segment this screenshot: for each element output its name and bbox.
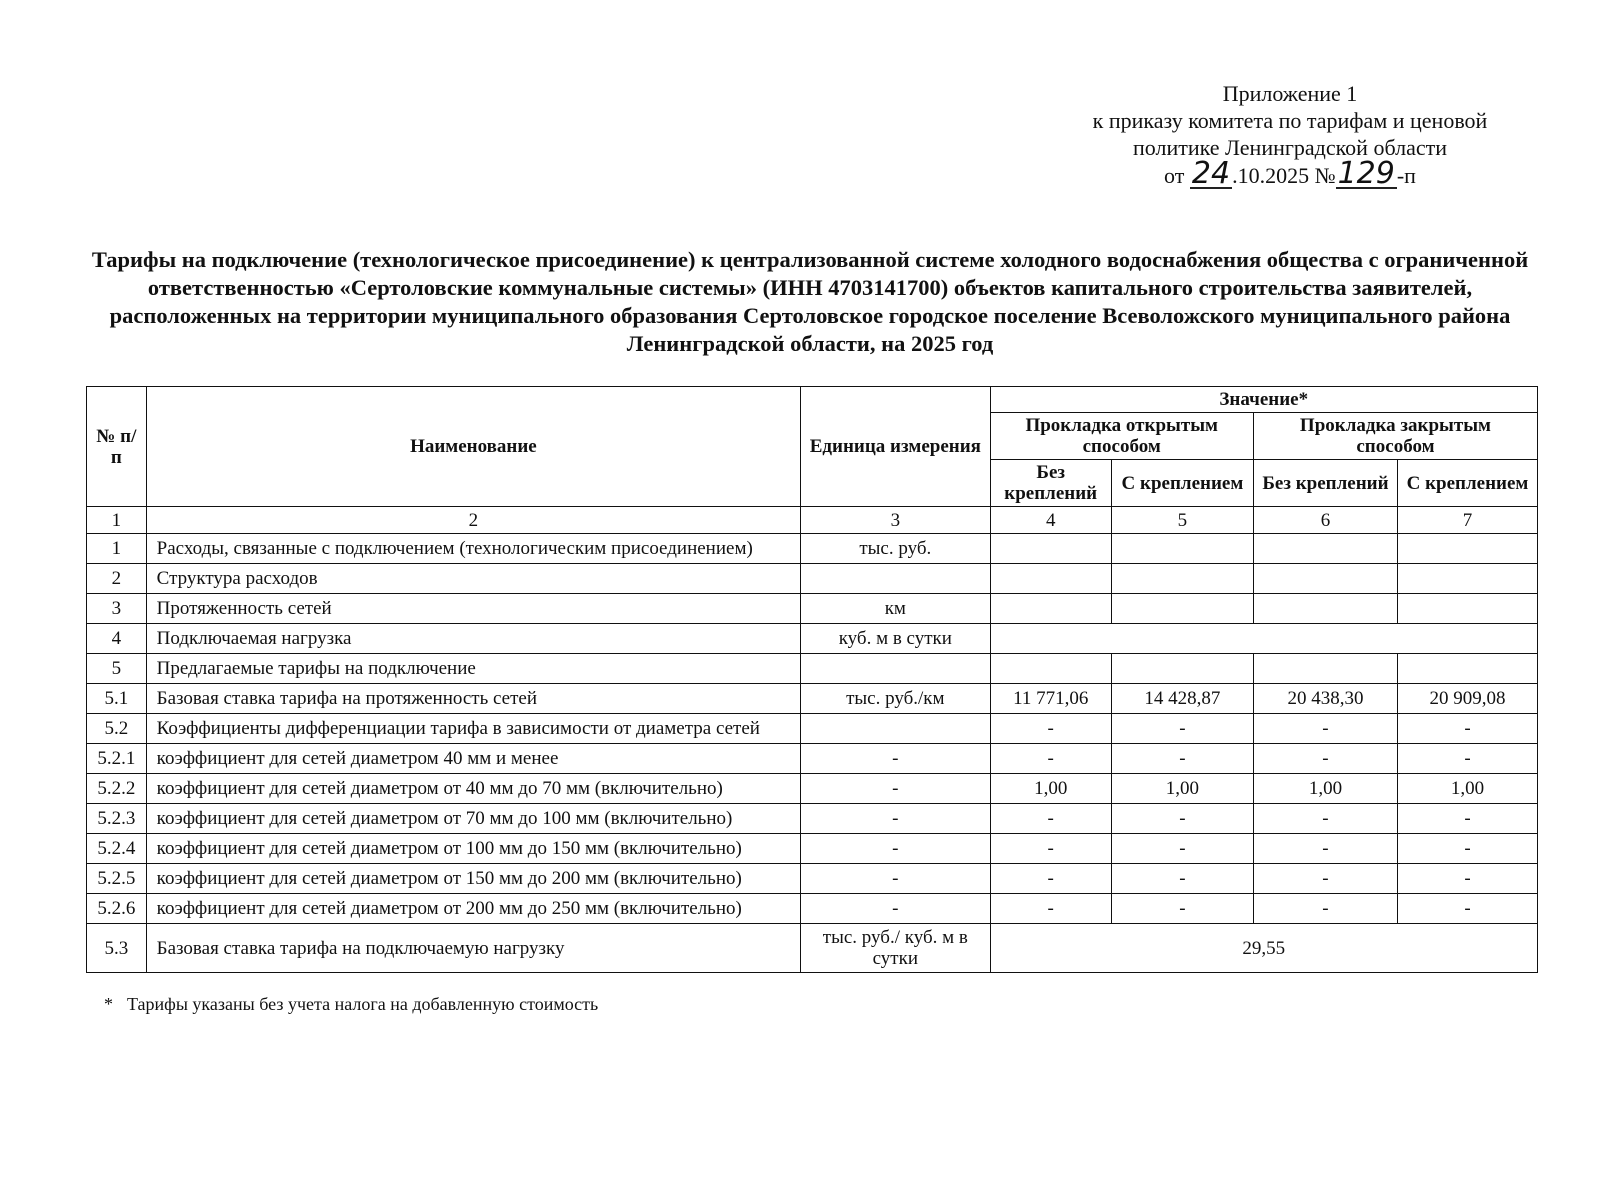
row-value: - <box>1111 714 1253 744</box>
footnote-star: * <box>104 994 113 1014</box>
row-name: коэффициент для сетей диаметром от 100 мм до 150 мм (включительно) <box>146 834 800 864</box>
row-number: 5.2.3 <box>87 804 147 834</box>
row-number: 5.2.5 <box>87 864 147 894</box>
table-row <box>87 864 1538 894</box>
row-number: 5.2.2 <box>87 774 147 804</box>
row-value: - <box>1397 834 1537 864</box>
row-value: - <box>1253 714 1397 744</box>
row-name: коэффициент для сетей диаметром от 70 мм до 100 мм (включительно) <box>146 804 800 834</box>
row-number: 5.2.6 <box>87 894 147 924</box>
table-row <box>87 774 1538 804</box>
row-unit: - <box>801 864 990 894</box>
header-closed-without: Без креплений <box>1253 460 1397 507</box>
row-number: 1 <box>87 534 147 564</box>
column-number: 4 <box>990 507 1111 534</box>
table-row <box>87 684 1538 714</box>
tariff-table <box>86 386 1538 973</box>
column-number: 2 <box>146 507 800 534</box>
table-row <box>87 594 1538 624</box>
row-name: Базовая ставка тарифа на протяженность сетей <box>146 684 800 714</box>
table-row <box>87 744 1538 774</box>
row-value <box>1397 534 1537 564</box>
row-value <box>990 654 1111 684</box>
row-value: - <box>990 744 1111 774</box>
row-value: - <box>1111 804 1253 834</box>
row-unit: - <box>801 804 990 834</box>
header-open-with: С креплением <box>1111 460 1253 507</box>
row-name: Расходы, связанные с подключением (технологическим присоединением) <box>146 534 800 564</box>
row-value: - <box>1397 894 1537 924</box>
row-number: 3 <box>87 594 147 624</box>
row-value: 1,00 <box>1253 774 1397 804</box>
row-number: 5.2.1 <box>87 744 147 774</box>
row-value <box>1253 654 1397 684</box>
appendix-suffix: -п <box>1396 163 1416 188</box>
header-closed-with: С креплением <box>1397 460 1537 507</box>
appendix-date-rest: .10.2025 № <box>1232 163 1336 188</box>
row-value <box>1253 534 1397 564</box>
row-number: 5.3 <box>87 924 147 973</box>
table-row <box>87 654 1538 684</box>
row-value: - <box>1111 834 1253 864</box>
row-value: 1,00 <box>1111 774 1253 804</box>
row-unit: тыс. руб./км <box>801 684 990 714</box>
row-value: - <box>1397 714 1537 744</box>
row-value: - <box>1397 864 1537 894</box>
row-unit <box>801 564 990 594</box>
table-row <box>87 564 1538 594</box>
column-number: 3 <box>801 507 990 534</box>
column-number: 7 <box>1397 507 1537 534</box>
row-merged-value <box>990 624 1538 654</box>
row-name: коэффициент для сетей диаметром от 200 мм до 250 мм (включительно) <box>146 894 800 924</box>
row-value: 11 771,06 <box>990 684 1111 714</box>
row-number: 4 <box>87 624 147 654</box>
row-value: - <box>990 714 1111 744</box>
row-value: - <box>1397 804 1537 834</box>
row-name: Коэффициенты дифференциации тарифа в зависимости от диаметра сетей <box>146 714 800 744</box>
footnote-text: Тарифы указаны без учета налога на добавленную стоимость <box>127 994 599 1014</box>
row-value <box>1253 564 1397 594</box>
row-unit: - <box>801 894 990 924</box>
row-number: 2 <box>87 564 147 594</box>
row-number: 5.1 <box>87 684 147 714</box>
appendix-day-handwritten: 24 <box>1191 156 1231 191</box>
header-open-method: Прокладка открытым способом <box>990 413 1253 460</box>
appendix-date-prefix: от <box>1164 163 1185 188</box>
row-value: - <box>1253 744 1397 774</box>
row-number: 5.2 <box>87 714 147 744</box>
appendix-block <box>1060 80 1520 189</box>
row-value: - <box>990 834 1111 864</box>
table-row <box>87 624 1538 654</box>
table-row <box>87 924 1538 973</box>
row-name: Протяженность сетей <box>146 594 800 624</box>
header-num: № п/п <box>87 387 147 507</box>
row-value <box>1397 594 1537 624</box>
row-name: Структура расходов <box>146 564 800 594</box>
row-value: - <box>1253 894 1397 924</box>
row-value: - <box>1111 894 1253 924</box>
row-name: коэффициент для сетей диаметром от 40 мм до 70 мм (включительно) <box>146 774 800 804</box>
row-value <box>1111 654 1253 684</box>
appendix-date-line <box>1060 156 1520 191</box>
row-value: - <box>1253 834 1397 864</box>
row-unit: тыс. руб. <box>801 534 990 564</box>
table-row <box>87 804 1538 834</box>
table-row <box>87 834 1538 864</box>
column-number: 6 <box>1253 507 1397 534</box>
row-value <box>1397 654 1537 684</box>
row-value: - <box>1397 744 1537 774</box>
row-number: 5 <box>87 654 147 684</box>
row-unit <box>801 714 990 744</box>
header-name: Наименование <box>146 387 800 507</box>
column-numbers-row <box>87 507 1538 534</box>
appendix-line-1: Приложение 1 <box>1222 81 1358 106</box>
row-value: - <box>990 864 1111 894</box>
row-value <box>1397 564 1537 594</box>
row-name: коэффициент для сетей диаметром 40 мм и менее <box>146 744 800 774</box>
row-value: - <box>1253 864 1397 894</box>
header-unit: Единица измерения <box>801 387 990 507</box>
row-unit: - <box>801 744 990 774</box>
row-value <box>1111 594 1253 624</box>
row-name: Подключаемая нагрузка <box>146 624 800 654</box>
appendix-number-handwritten: 129 <box>1337 156 1395 191</box>
column-number: 1 <box>87 507 147 534</box>
row-value: - <box>990 804 1111 834</box>
row-value <box>1111 564 1253 594</box>
column-number: 5 <box>1111 507 1253 534</box>
row-value <box>1253 594 1397 624</box>
row-name: Предлагаемые тарифы на подключение <box>146 654 800 684</box>
row-value: - <box>1253 804 1397 834</box>
row-name: Базовая ставка тарифа на подключаемую нагрузку <box>146 924 800 973</box>
row-unit: - <box>801 774 990 804</box>
row-unit <box>801 654 990 684</box>
row-value: 20 438,30 <box>1253 684 1397 714</box>
row-value: 14 428,87 <box>1111 684 1253 714</box>
row-value <box>990 564 1111 594</box>
header-value: Значение* <box>990 387 1538 413</box>
row-value: 1,00 <box>990 774 1111 804</box>
row-value <box>990 534 1111 564</box>
row-unit: куб. м в сутки <box>801 624 990 654</box>
table-row <box>87 534 1538 564</box>
table-row <box>87 894 1538 924</box>
row-unit: км <box>801 594 990 624</box>
row-value <box>1111 534 1253 564</box>
row-unit: - <box>801 834 990 864</box>
row-merged-value: 29,55 <box>990 924 1538 973</box>
footnote <box>104 994 598 1015</box>
table-row <box>87 714 1538 744</box>
appendix-line-3: политике Ленинградской области <box>1132 135 1447 160</box>
header-open-without: Без креплений <box>990 460 1111 507</box>
row-value: 20 909,08 <box>1397 684 1537 714</box>
row-name: коэффициент для сетей диаметром от 150 мм до 200 мм (включительно) <box>146 864 800 894</box>
row-unit: тыс. руб./ куб. м в сутки <box>801 924 990 973</box>
header-closed-method: Прокладка закрытым способом <box>1253 413 1537 460</box>
row-value: - <box>990 894 1111 924</box>
row-value: 1,00 <box>1397 774 1537 804</box>
row-value <box>990 594 1111 624</box>
row-value: - <box>1111 864 1253 894</box>
row-value: - <box>1111 744 1253 774</box>
row-number: 5.2.4 <box>87 834 147 864</box>
document-title: Тарифы на подключение (технологическое присоединение) к централизованной системе холодного водоснабжения общества с ограниченной ответственностью «Сертоловские коммунальные системы» (ИНН 4703141700) объектов капитального строительства заявителей, расположенных на территории муниципального образования Сертоловское городское поселение Всеволожского муниципального района Ленинградской области, на 2025 год <box>91 247 1529 356</box>
appendix-line-2: к приказу комитета по тарифам и ценовой <box>1092 108 1488 133</box>
